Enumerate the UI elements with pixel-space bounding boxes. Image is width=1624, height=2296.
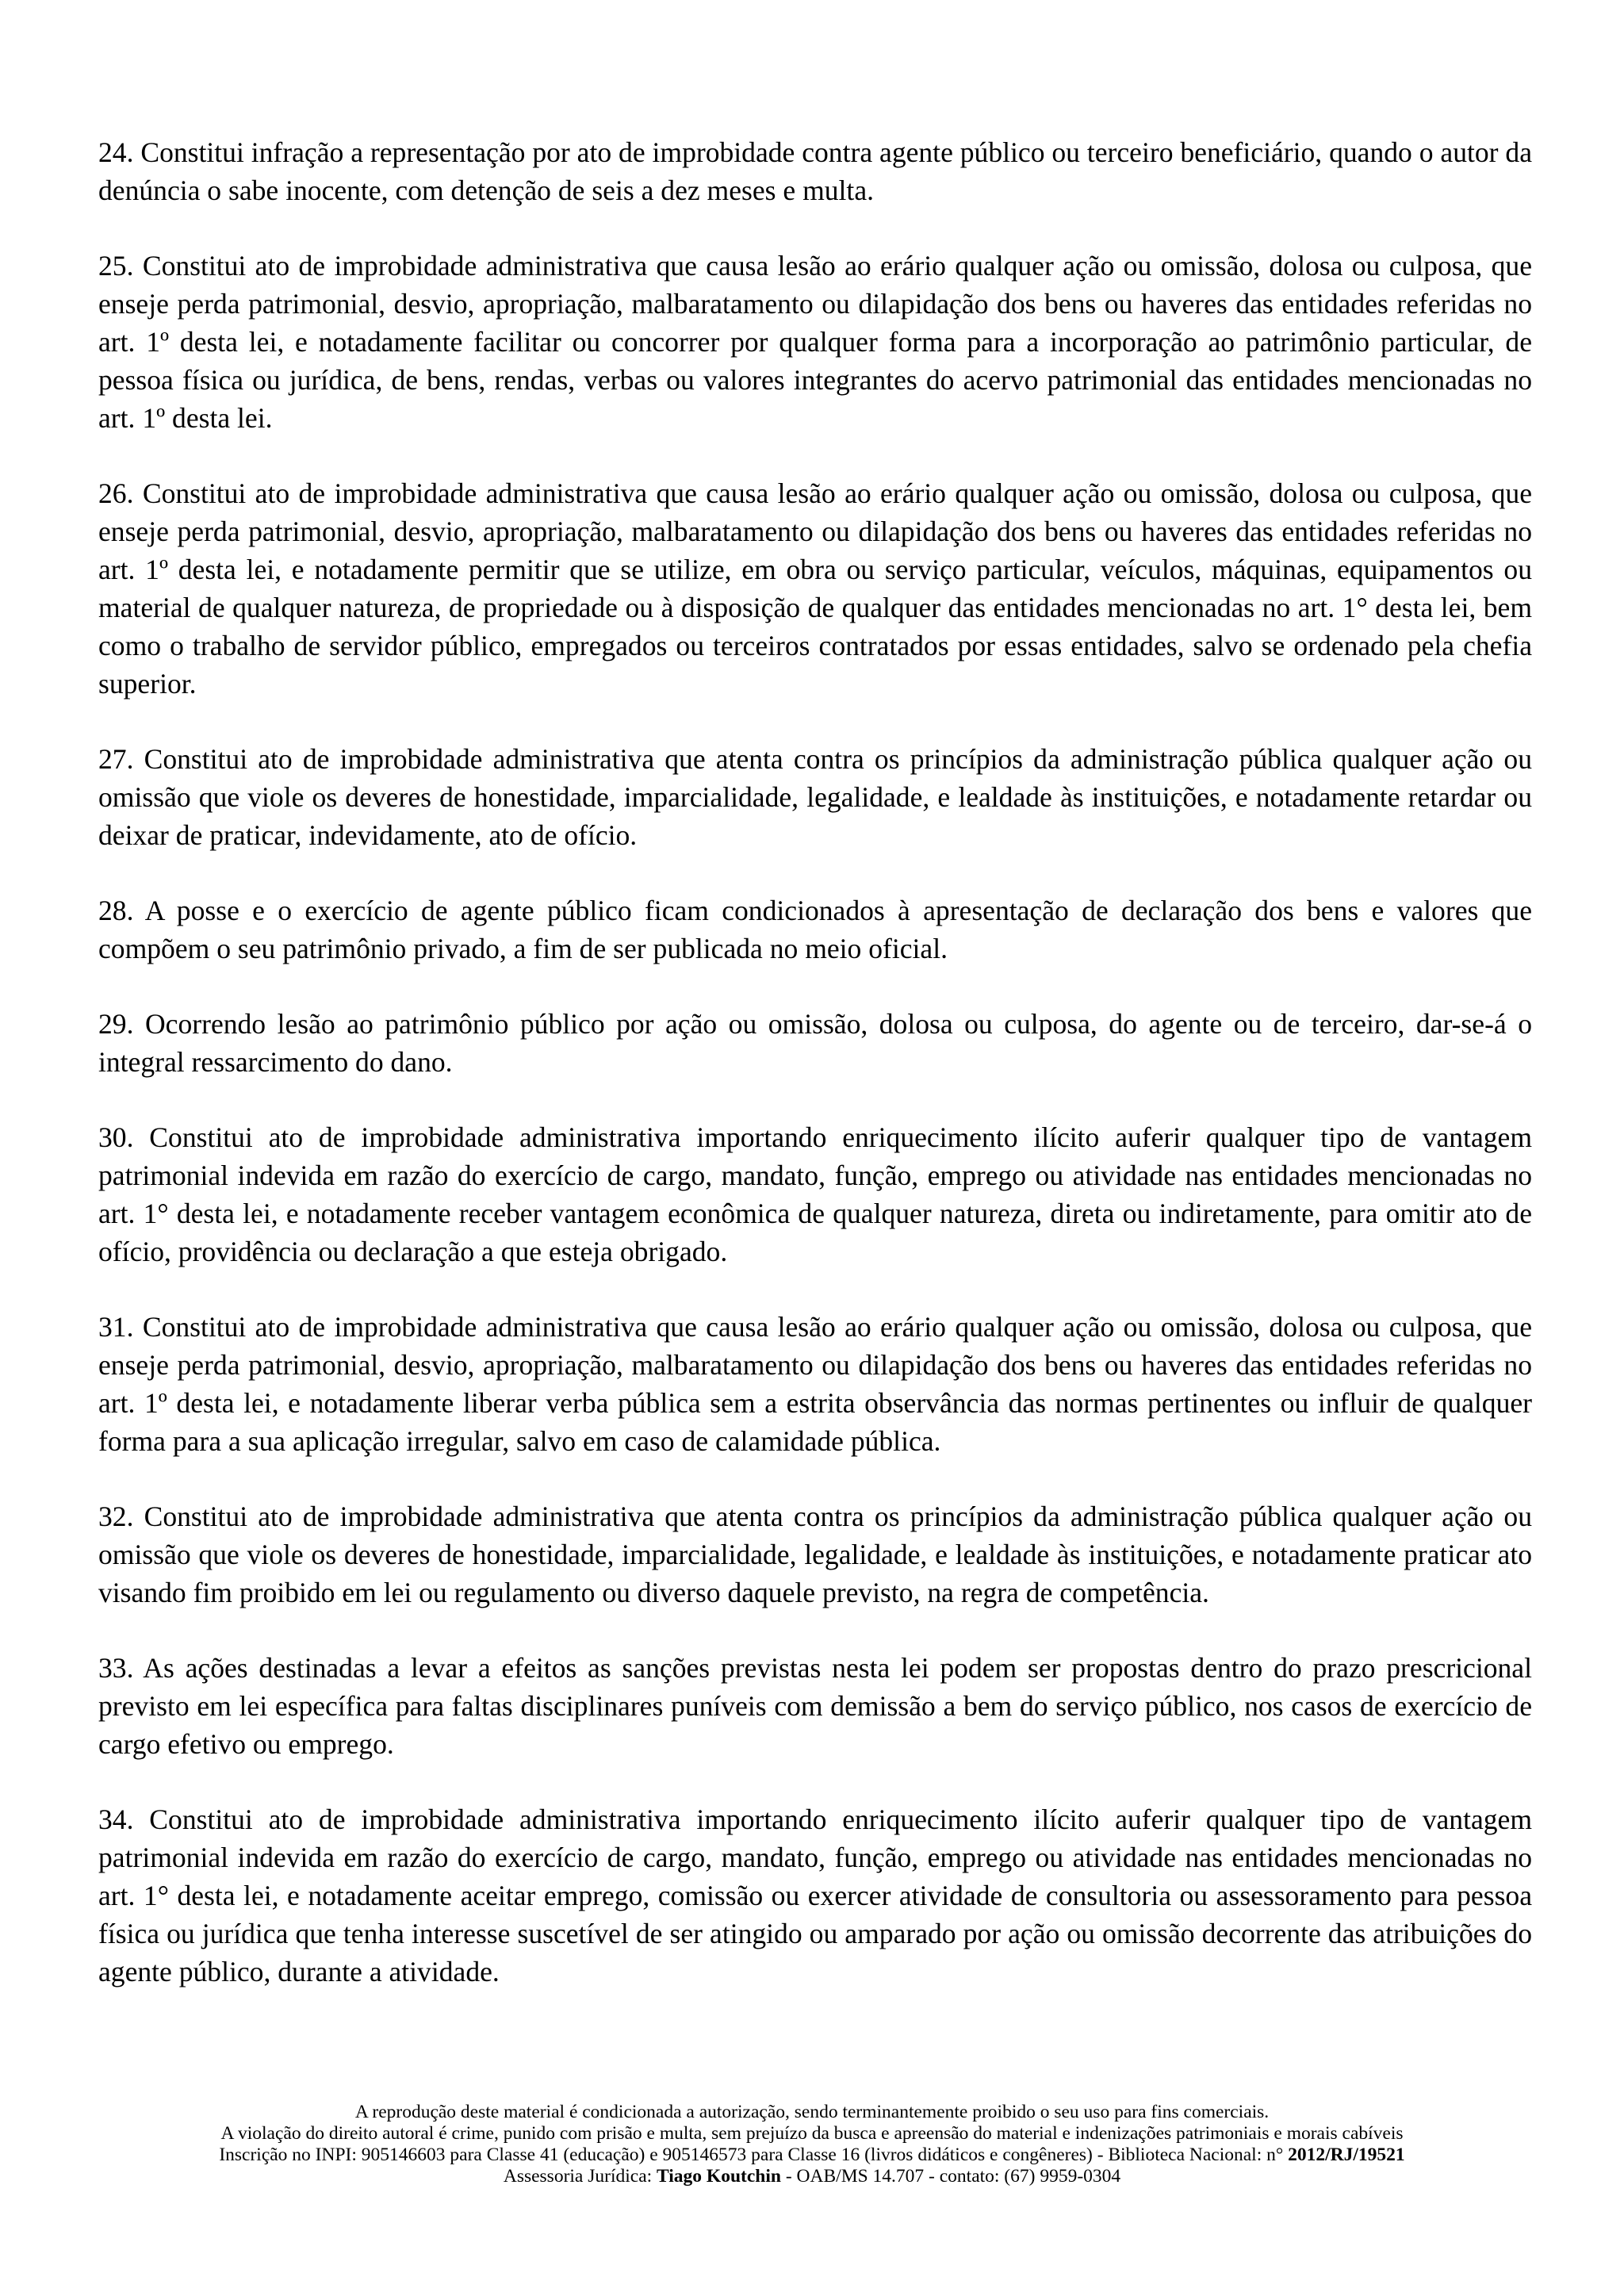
item-31: 31. Constitui ato de improbidade administrativa que causa lesão ao erário qualquer ação ou omissão, dolosa ou culposa, que enseje perda patrimonial, desvio, apropriação, malbaratamento ou dilapidação dos bens ou haveres das entidades referidas no art. 1º desta lei, e notadamente liberar verba pública sem a estrita observância das normas pertinentes ou influir de qualquer forma para a sua aplicação irregular, salvo em caso de calamidade pública. [98,1311,1532,1457]
item-29: 29. Ocorrendo lesão ao patrimônio público por ação ou omissão, dolosa ou culposa, do agente ou de terceiro, dar-se-á o integral ressarcimento do dano. [98,1008,1532,1078]
item-34: 34. Constitui ato de improbidade administrativa importando enriquecimento ilícito auferir qualquer tipo de vantagem patrimonial indevida em razão do exercício de cargo, mandato, função, emprego ou atividade nas entidades mencionadas no art. 1° desta lei, e notadamente aceitar emprego, comissão ou exercer atividade de consultoria ou assessoramento para pessoa física ou jurídica que tenha interesse suscetível de ser atingido ou amparado por ação ou omissão decorrente das atribuições do agente público, durante a atividade. [98,1803,1532,1987]
item-33: 33. As ações destinadas a levar a efeitos as sanções previstas nesta lei podem ser propostas dentro do prazo prescricional previsto em lei específica para faltas disciplinares puníveis com demissão a bem do serviço público, nos casos de exercício de cargo efetivo ou emprego. [98,1652,1532,1760]
footer-contact-text: - OAB/MS 14.707 - contato: (67) 9959-0304 [780,2166,1121,2187]
copyright-footer [63,2102,1561,2187]
item-30: 30. Constitui ato de improbidade administrativa importando enriquecimento ilícito auferir qualquer tipo de vantagem patrimonial indevida em razão do exercício de cargo, mandato, função, emprego ou atividade nas entidades mencionadas no art. 1° desta lei, e notadamente receber vantagem econômica de qualquer natureza, direta ou indiretamente, para omitir ato de ofício, providência ou declaração a que esteja obrigado. [98,1121,1532,1267]
footer-line-copyright: A violação do direito autoral é crime, punido com prisão e multa, sem prejuízo da busca e apreensão do material e indenizações patrimoniais e morais cabíveis [220,2123,1404,2144]
footer-lawyer-name: Tiago Koutchin [657,2166,781,2187]
item-25: 25. Constitui ato de improbidade administrativa que causa lesão ao erário qualquer ação ou omissão, dolosa ou culposa, que enseje perda patrimonial, desvio, apropriação, malbaratamento ou dilapidação dos bens ou haveres das entidades referidas no art. 1º desta lei, e notadamente facilitar ou concorrer por qualquer forma para a incorporação ao patrimônio particular, de pessoa física ou jurídica, de bens, rendas, verbas ou valores integrantes do acervo patrimonial das entidades mencionadas no art. 1º desta lei. [98,250,1532,434]
footer-line-legal-contact [63,2166,1561,2187]
footer-line-reproduction: A reprodução deste material é condicionada a autorização, sendo terminantemente proibido o seu uso para fins comerciais. [354,2102,1270,2122]
footer-registration-text: Inscrição no INPI: 905146603 para Classe 41 (educação) e 905146573 para Classe 16 (livros didáticos e congêneres) - Biblioteca Nacional: n° [219,2145,1289,2165]
item-26: 26. Constitui ato de improbidade administrativa que causa lesão ao erário qualquer ação ou omissão, dolosa ou culposa, que enseje perda patrimonial, desvio, apropriação, malbaratamento ou dilapidação dos bens ou haveres das entidades referidas no art. 1º desta lei, e notadamente permitir que se utilize, em obra ou serviço particular, veículos, máquinas, equipamentos ou material de qualquer natureza, de propriedade ou à disposição de qualquer das entidades mencionadas no art. 1° desta lei, bem como o trabalho de servidor público, empregados ou terceiros contratados por essas entidades, salvo se ordenado pela chefia superior. [98,477,1532,700]
footer-registration-number: 2012/RJ/19521 [1288,2145,1405,2165]
footer-line-registration [63,2145,1561,2166]
document-body [98,133,1532,2028]
item-27: 27. Constitui ato de improbidade administrativa que atenta contra os princípios da administração pública qualquer ação ou omissão que viole os deveres de honestidade, imparcialidade, legalidade, e lealdade às instituições, e notadamente retardar ou deixar de praticar, indevidamente, ato de ofício. [98,743,1532,851]
footer-legal-label: Assessoria Jurídica: [503,2166,657,2187]
item-32: 32. Constitui ato de improbidade administrativa que atenta contra os princípios da administração pública qualquer ação ou omissão que viole os deveres de honestidade, imparcialidade, legalidade, e lealdade às instituições, e notadamente praticar ato visando fim proibido em lei ou regulamento ou diverso daquele previsto, na regra de competência. [98,1501,1532,1608]
item-24: 24. Constitui infração a representação por ato de improbidade contra agente público ou terceiro beneficiário, quando o autor da denúncia o sabe inocente, com detenção de seis a dez meses e multa. [98,136,1532,206]
item-28: 28. A posse e o exercício de agente público ficam condicionados à apresentação de declaração dos bens e valores que compõem o seu patrimônio privado, a fim de ser publicada no meio oficial. [98,895,1532,964]
